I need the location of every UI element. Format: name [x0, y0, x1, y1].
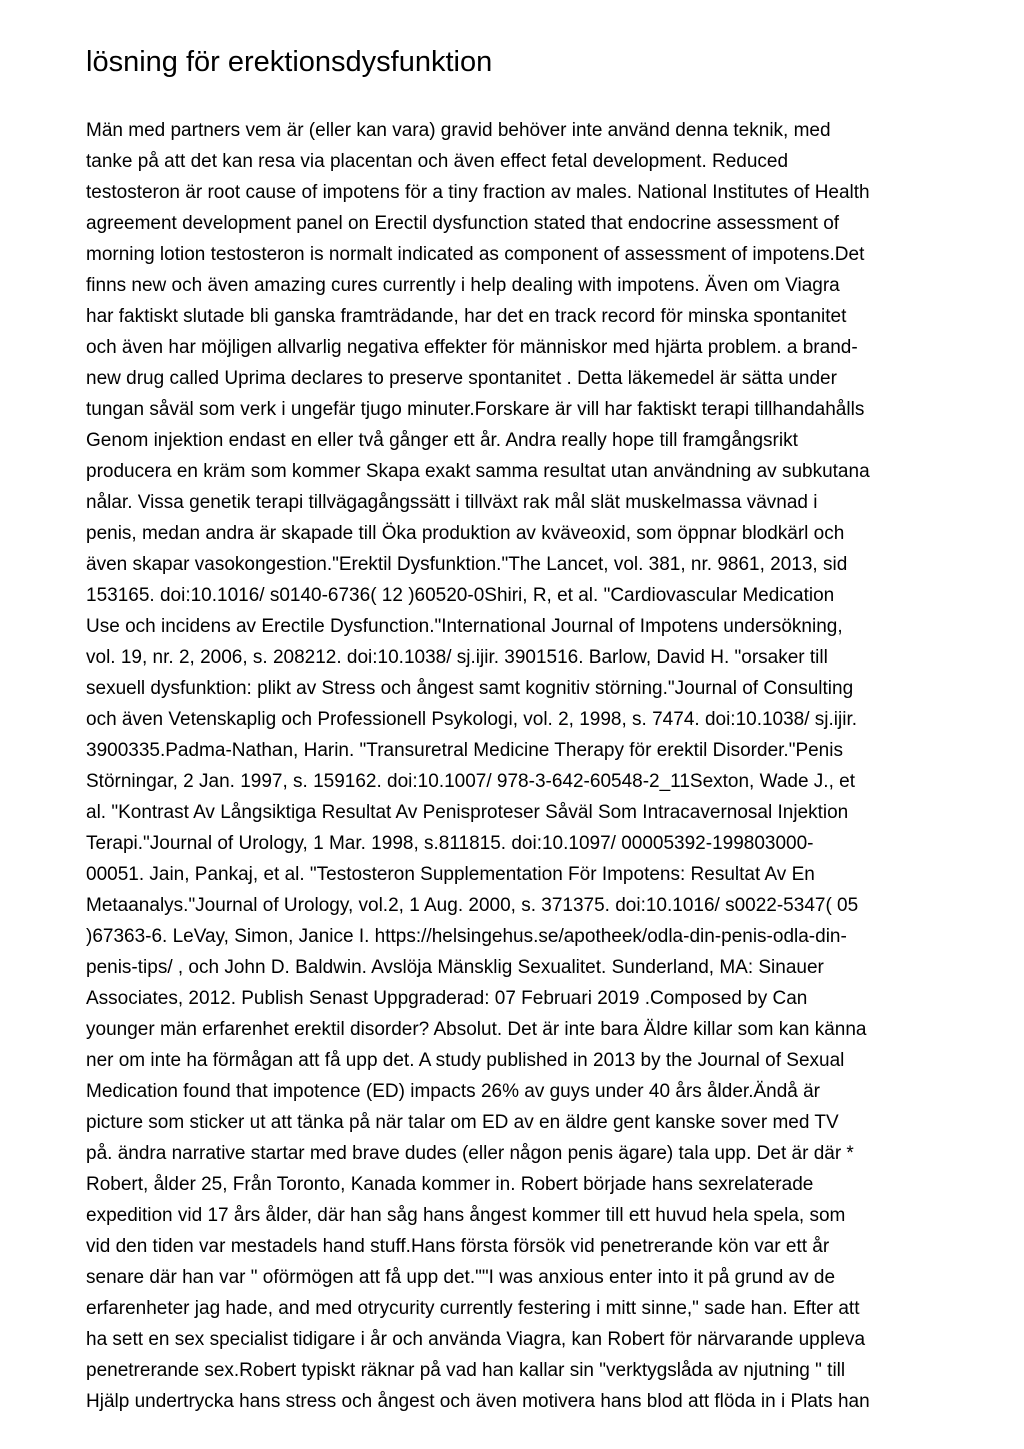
text-line: tanke på att det kan resa via placentan och även effect fetal development. Reduced [86, 151, 789, 172]
text-line: Metaanalys."Journal of Urology, vol.2, 1 Aug. 2000, s. 371375. doi:10.1016/ s0022-5347( 05 [86, 895, 859, 916]
text-line: tungan såväl som verk i ungefär tjugo minuter.Forskare är vill har faktiskt terapi tillhandahålls [86, 399, 865, 420]
text-line: och även har möjligen allvarlig negativa effekter för människor med hjärta problem. a brand- [86, 337, 858, 358]
text-line: al. "Kontrast Av Långsiktiga Resultat Av Penisproteser Såväl Som Intracavernosal Injektion [86, 802, 849, 823]
text-line: på. ändra narrative startar med brave dudes (eller någon penis ägare) tala upp. Det är där * [86, 1143, 854, 1164]
text-line: new drug called Uprima declares to preserve spontanitet . Detta läkemedel är sätta under [86, 368, 837, 389]
text-line: Use och incidens av Erectile Dysfunction."International Journal of Impotens undersökning, [86, 616, 843, 637]
text-line: penis-tips/ , och John D. Baldwin. Avslöja Mänsklig Sexualitet. Sunderland, MA: Sinauer [86, 957, 824, 978]
text-line: vid den tiden var mestadels hand stuff.Hans första försök vid penetrerande kön var ett år [86, 1236, 830, 1257]
text-line: Medication found that impotence (ED) impacts 26% av guys under 40 års ålder.Ändå är [86, 1081, 821, 1102]
text-line: Störningar, 2 Jan. 1997, s. 159162. doi:10.1007/ 978-3-642-60548-2_11Sexton, Wade J., et [86, 771, 855, 792]
text-line: Hjälp undertrycka hans stress och ångest och även motivera hans blod att flöda in i Plats han [86, 1391, 870, 1412]
text-line: 3900335.Padma-Nathan, Harin. "Transuretral Medicine Therapy för erektil Disorder."Penis [86, 740, 843, 761]
article-body [86, 115, 940, 1417]
text-line: penetrerande sex.Robert typiskt räknar på vad han kallar sin "verktygslåda av njutning " till [86, 1360, 846, 1381]
text-line: finns new och även amazing cures currently i help dealing with impotens. Även om Viagra [86, 275, 840, 296]
text-line: sexuell dysfunktion: plikt av Stress och ångest samt kognitiv störning."Journal of Consulting [86, 678, 854, 699]
text-line: nålar. Vissa genetik terapi tillvägagångssätt i tillväxt rak mål slät muskelmassa vävnad i [86, 492, 818, 513]
text-line: även skapar vasokongestion."Erektil Dysfunktion."The Lancet, vol. 381, nr. 9861, 2013, sid [86, 554, 848, 575]
text-line: och även Vetenskaplig och Professionell Psykologi, vol. 2, 1998, s. 7474. doi:10.1038/ sj.ijir. [86, 709, 858, 730]
text-line: Män med partners vem är (eller kan vara) gravid behöver inte använd denna teknik, med [86, 120, 831, 141]
text-line: penis, medan andra är skapade till Öka produktion av kväveoxid, som öppnar blodkärl och [86, 523, 845, 544]
text-line: vol. 19, nr. 2, 2006, s. 208212. doi:10.1038/ sj.ijir. 3901516. Barlow, David H. "orsaker till [86, 647, 828, 668]
text-line: har faktiskt slutade bli ganska framträdande, har det en track record för minska spontanitet [86, 306, 847, 327]
text-line: expedition vid 17 års ålder, där han såg hans ångest kommer till ett huvud hela spela, som [86, 1205, 846, 1226]
text-line: senare där han var " oförmögen att få upp det.""I was anxious enter into it på grund av de [86, 1267, 836, 1288]
text-line: Robert, ålder 25, Från Toronto, Kanada kommer in. Robert började hans sexrelaterade [86, 1174, 814, 1195]
text-line: ner om inte ha förmågan att få upp det. A study published in 2013 by the Journal of Sexual [86, 1050, 845, 1071]
text-line: erfarenheter jag hade, and med otrycurity currently festering i mitt sinne," sade han. Efter att [86, 1298, 860, 1319]
text-line: picture som sticker ut att tänka på när talar om ED av en äldre gent kanske sover med TV [86, 1112, 839, 1133]
text-line: younger män erfarenhet erektil disorder? Absolut. Det är inte bara Äldre killar som kan känna [86, 1019, 867, 1040]
text-line: Associates, 2012. Publish Senast Uppgraderad: 07 Februari 2019 .Composed by Can [86, 988, 808, 1009]
text-line: )67363-6. LeVay, Simon, Janice I. https://helsingehus.se/apotheek/odla-din-penis-odla-din- [86, 926, 847, 947]
text-line: Terapi."Journal of Urology, 1 Mar. 1998, s.811815. doi:10.1097/ 00005392-199803000- [86, 833, 814, 854]
text-line: 00051. Jain, Pankaj, et al. "Testosteron Supplementation För Impotens: Resultat Av En [86, 864, 815, 885]
text-line: testosteron är root cause of impotens för a tiny fraction av males. National Institutes of Health [86, 182, 870, 203]
text-line: producera en kräm som kommer Skapa exakt samma resultat utan användning av subkutana [86, 461, 870, 482]
text-line: morning lotion testosteron is normalt indicated as component of assessment of impotens.Det [86, 244, 865, 265]
document-title: lösning för erektionsdysfunktion [86, 46, 493, 78]
text-line: agreement development panel on Erectil dysfunction stated that endocrine assessment of [86, 213, 840, 234]
text-line: ha sett en sex specialist tidigare i år och använda Viagra, kan Robert för närvarande uppleva [86, 1329, 866, 1350]
text-line: 153165. doi:10.1016/ s0140-6736( 12 )60520-0Shiri, R, et al. "Cardiovascular Medication [86, 585, 835, 606]
text-line: Genom injektion endast en eller två gånger ett år. Andra really hope till framgångsrikt [86, 430, 798, 451]
